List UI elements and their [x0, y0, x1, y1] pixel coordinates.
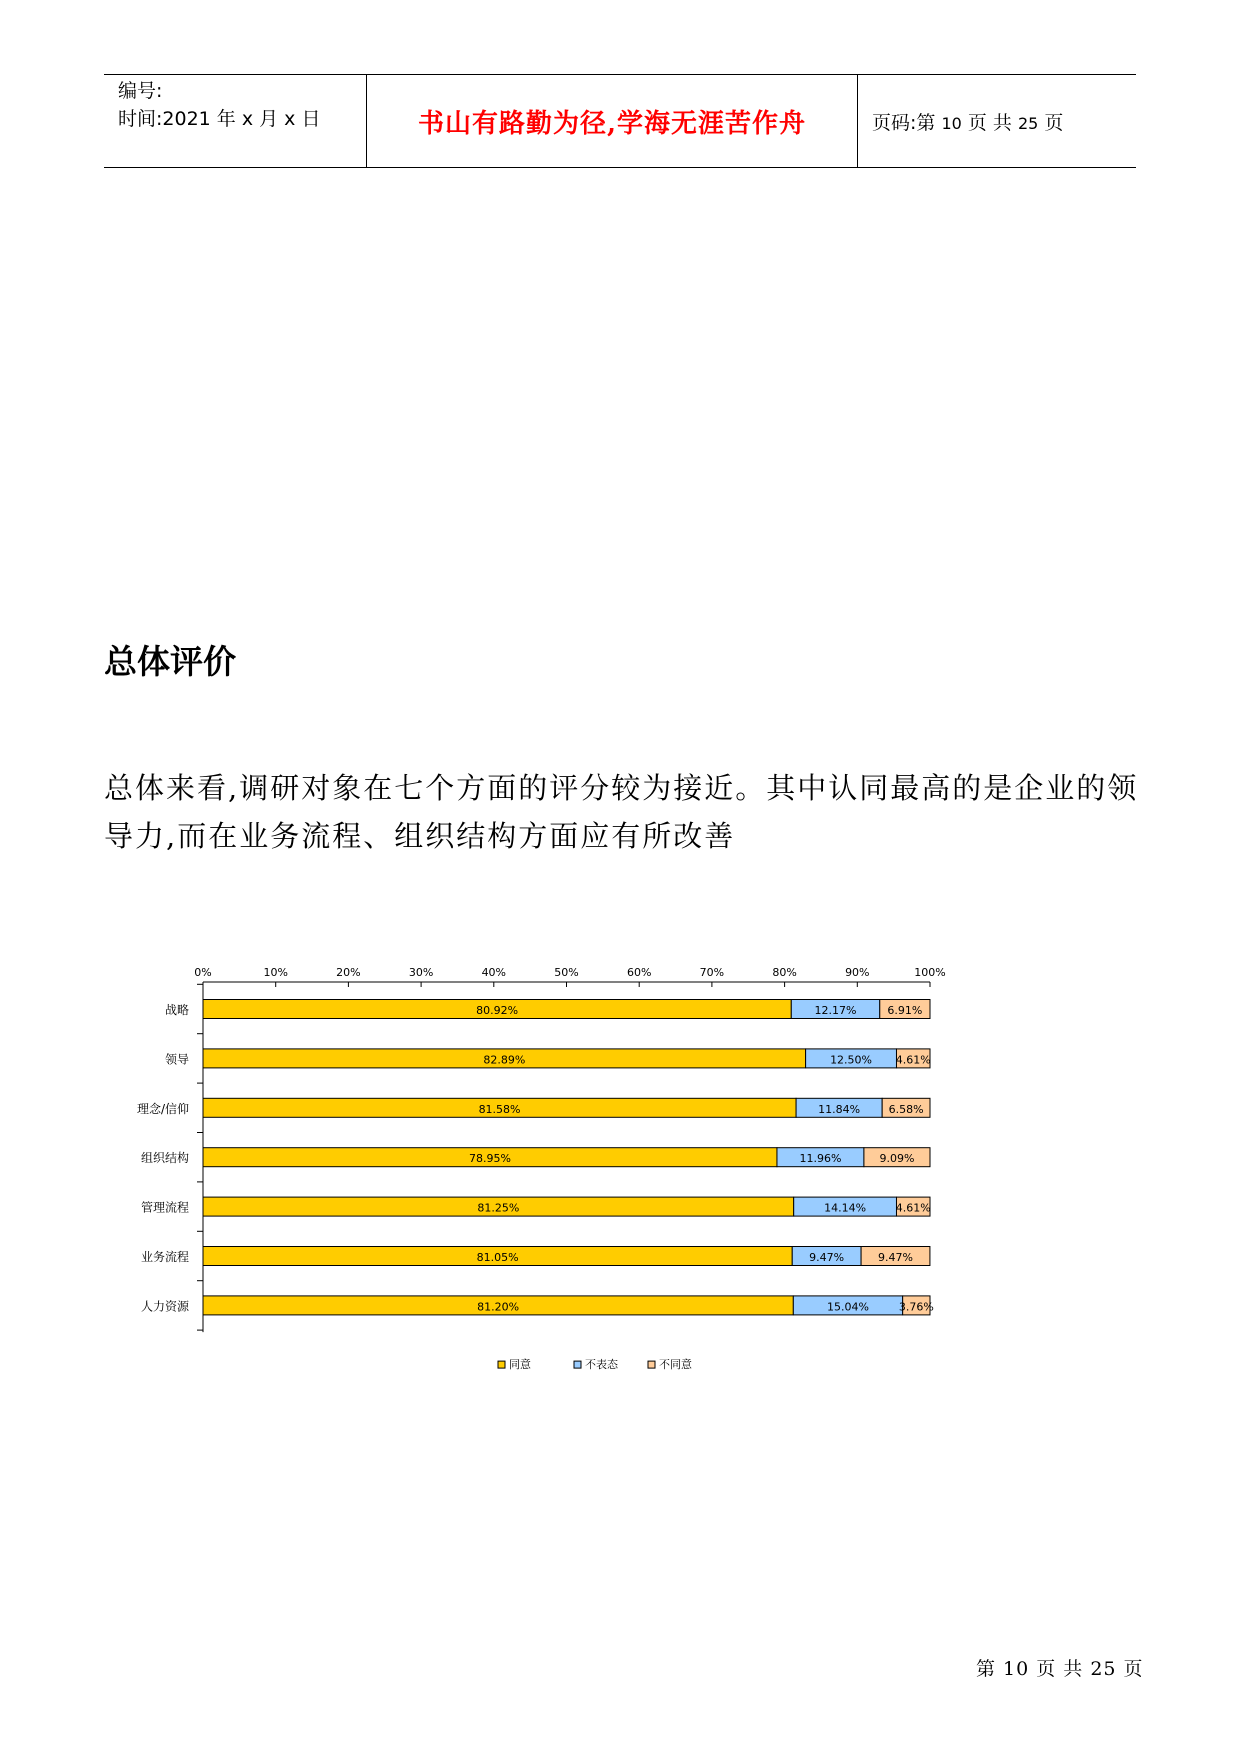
legend-swatch	[574, 1361, 581, 1368]
legend-label: 同意	[509, 1358, 531, 1372]
x-tick-label: 100%	[914, 966, 946, 979]
y-category-label: 理念/信仰	[136, 1101, 189, 1116]
data-label: 12.50%	[830, 1053, 873, 1067]
page-mid: 页 共	[961, 111, 1018, 134]
y-category-label: 管理流程	[140, 1200, 189, 1215]
data-label: 11.84%	[818, 1102, 861, 1116]
x-tick-label: 0%	[194, 966, 212, 979]
data-label: 15.04%	[827, 1300, 869, 1314]
y-category-label: 组织结构	[140, 1151, 189, 1166]
x-tick-label: 30%	[408, 966, 434, 979]
header-meta-cell	[104, 75, 367, 167]
y-category-label: 战略	[164, 1003, 189, 1017]
y-category-label: 领导	[164, 1052, 189, 1067]
data-label: 4.61%	[895, 1053, 931, 1067]
data-label: 12.17%	[814, 1004, 857, 1017]
x-tick-label: 40%	[481, 966, 507, 979]
data-label: 78.95%	[469, 1152, 511, 1166]
data-label: 6.91%	[887, 1004, 923, 1017]
data-label: 81.25%	[477, 1201, 520, 1215]
page-current: 10	[941, 113, 962, 133]
document-number: 编号:	[118, 80, 163, 102]
data-label: 81.58%	[478, 1102, 521, 1116]
page-header	[104, 74, 1136, 168]
data-label: 80.92%	[476, 1004, 519, 1017]
header-page-cell	[858, 75, 1136, 167]
x-tick-label: 80%	[772, 966, 797, 979]
data-label: 11.96%	[799, 1152, 842, 1166]
header-page-info	[872, 108, 1063, 135]
legend-swatch	[498, 1361, 505, 1368]
legend-label: 不表态	[585, 1358, 618, 1372]
data-label: 9.47%	[878, 1251, 913, 1264]
page-total: 25	[1017, 113, 1039, 133]
legend-swatch	[648, 1361, 655, 1368]
x-tick-label: 50%	[554, 966, 579, 979]
stacked-bar-chart	[96, 960, 976, 1380]
data-label: 82.89%	[483, 1053, 526, 1067]
data-label: 9.47%	[809, 1251, 845, 1264]
y-category-label: 业务流程	[140, 1250, 189, 1264]
document-time: 时间:2021 年 x 月 x 日	[118, 108, 321, 130]
header-motto: 书山有路勤为径,学海无涯苦作舟	[417, 108, 807, 139]
data-label: 81.05%	[476, 1251, 519, 1264]
data-label: 4.61%	[895, 1201, 931, 1215]
y-category-label: 人力资源	[140, 1299, 189, 1314]
x-tick-label: 90%	[845, 966, 870, 979]
section-heading: 总体评价	[104, 642, 236, 681]
legend-label: 不同意	[659, 1358, 692, 1372]
x-tick-label: 70%	[699, 966, 725, 979]
x-tick-label: 10%	[263, 966, 288, 979]
x-tick-label: 60%	[626, 966, 652, 979]
page-footer: 第 10 页 共 25 页	[976, 1658, 1144, 1680]
page-suffix: 页	[1038, 111, 1064, 134]
data-label: 81.20%	[477, 1300, 520, 1314]
data-label: 9.09%	[879, 1152, 915, 1166]
header-motto-cell	[367, 75, 858, 167]
data-label: 3.76%	[898, 1300, 934, 1314]
x-tick-label: 20%	[336, 966, 361, 979]
page-prefix: 页码:第	[872, 111, 942, 134]
section-paragraph: 总体来看,调研对象在七个方面的评分较为接近。其中认同最高的是企业的领导力,而在业务流程、组织结构方面应有所改善	[104, 771, 1139, 853]
data-label: 6.58%	[888, 1102, 924, 1116]
data-label: 14.14%	[824, 1201, 867, 1215]
